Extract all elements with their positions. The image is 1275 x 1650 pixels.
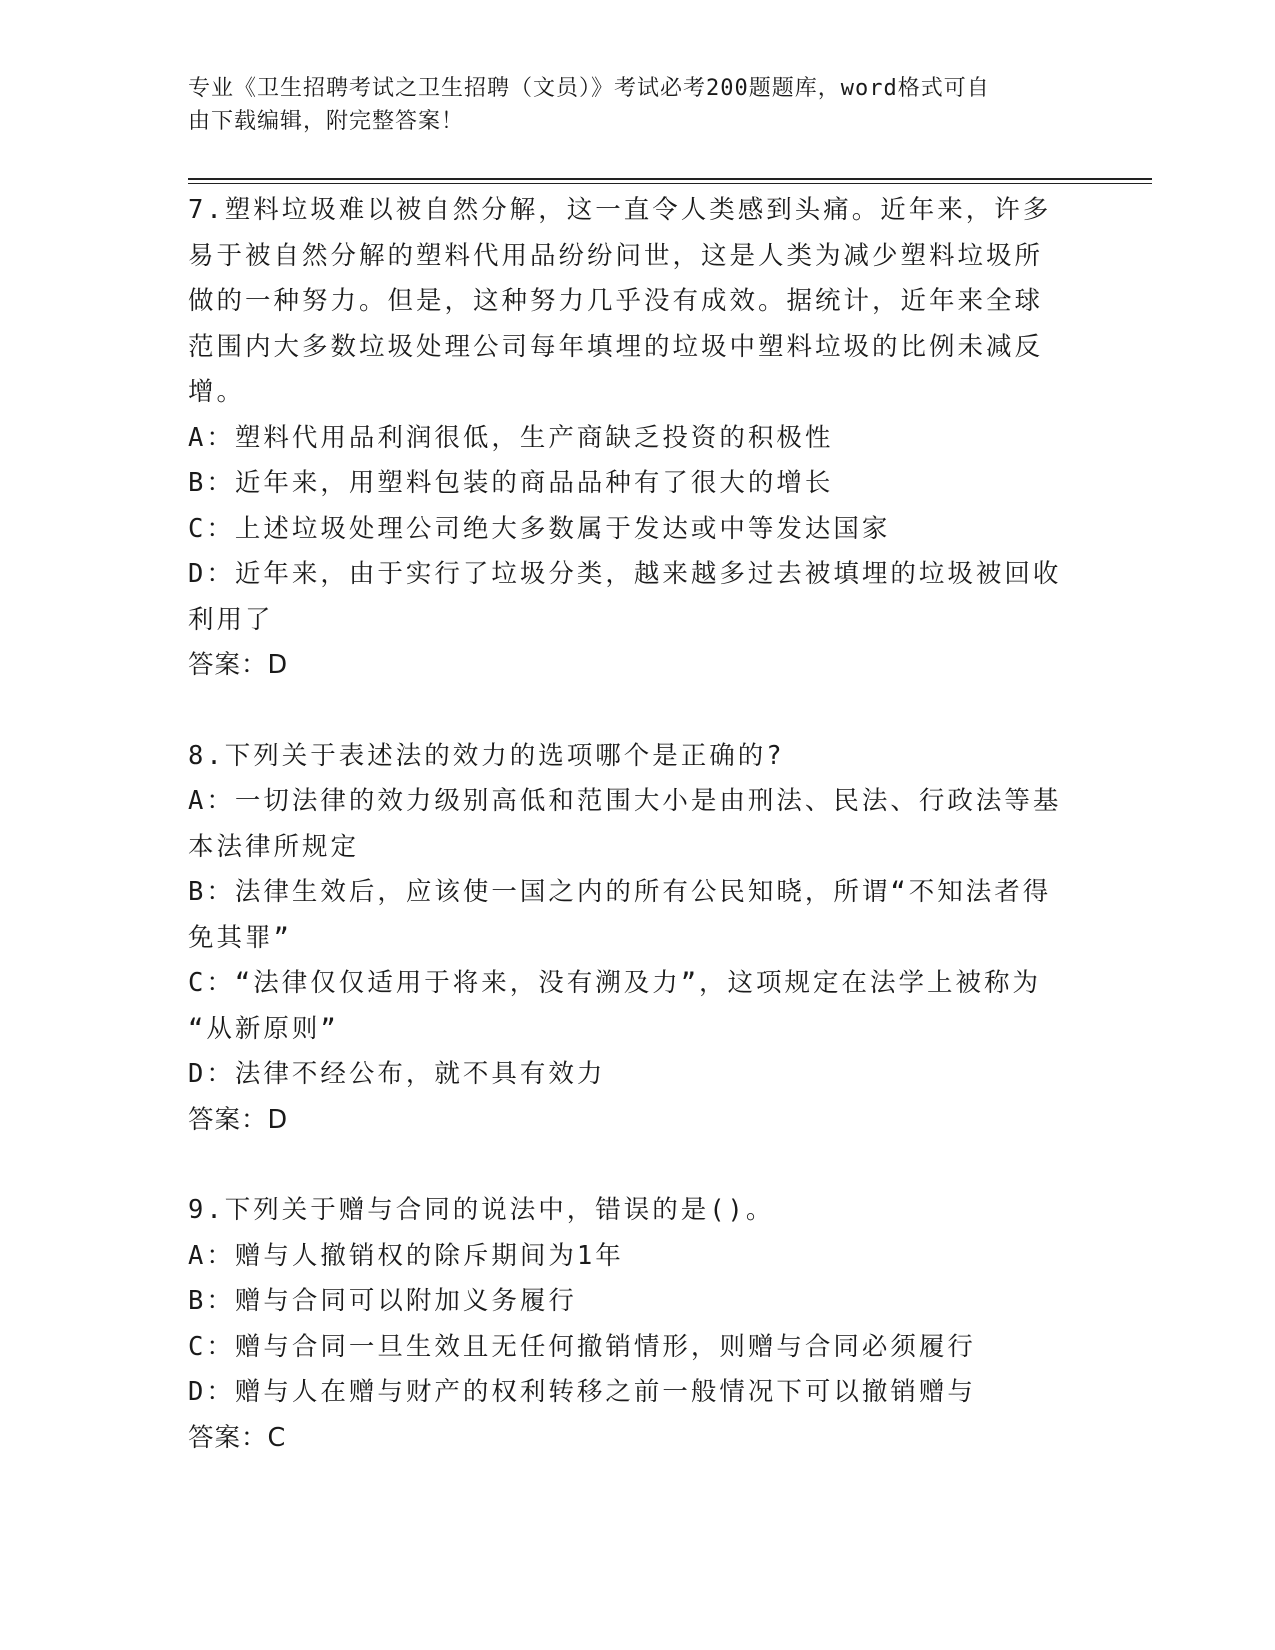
header-line-1: 专业《卫生招聘考试之卫生招聘（文员）》考试必考200题题库，word格式可自 xyxy=(188,76,990,101)
question-stem-line: 7.塑料垃圾难以被自然分解，这一直令人类感到头痛。近年来，许多 xyxy=(188,195,1052,225)
answer-option xyxy=(188,1052,1088,1098)
answer-option-line: 免其罪” xyxy=(188,922,292,953)
answer-option-line: A：塑料代用品利润很低，生产商缺乏投资的积极性 xyxy=(188,422,834,453)
answer-option xyxy=(188,552,1088,643)
answer-option xyxy=(188,779,1088,870)
answer-key: 答案：D xyxy=(188,1104,289,1135)
question-stem-line: 8.下列关于表述法的效力的选项哪个是正确的? xyxy=(188,740,785,771)
answer-key: 答案：C xyxy=(188,1422,287,1453)
answer-option xyxy=(188,416,1088,462)
answer-option-line: A：一切法律的效力级别高低和范围大小是由刑法、民法、行政法等基 xyxy=(188,786,1062,816)
answer-option xyxy=(188,507,1088,553)
question-stem-line: 易于被自然分解的塑料代用品纷纷问世，这是人类为减少塑料垃圾所 xyxy=(188,240,1044,271)
answer-option xyxy=(188,1234,1088,1280)
answer-option xyxy=(188,870,1088,961)
answer-option-line: D：赠与人在赠与财产的权利转移之前一般情况下可以撤销赠与 xyxy=(188,1377,976,1407)
header-divider-thick xyxy=(188,178,1152,180)
answer-option-line: C：上述垃圾处理公司绝大多数属于发达或中等发达国家 xyxy=(188,513,891,544)
question-stem-line: 增。 xyxy=(188,377,246,407)
answer-option-line: C：赠与合同一旦生效且无任何撤销情形，则赠与合同必须履行 xyxy=(188,1331,976,1362)
answer-option xyxy=(188,461,1088,507)
answer-option-line: “从新原则” xyxy=(188,1013,339,1044)
answer-option xyxy=(188,1325,1088,1371)
answer-option-line: C：“法律仅仅适用于将来，没有溯及力”，这项规定在法学上被称为 xyxy=(188,968,1042,998)
question-stem-line: 9.下列关于赠与合同的说法中，错误的是()。 xyxy=(188,1195,775,1225)
answer-option-line: D：近年来，由于实行了垃圾分类，越来越多过去被填埋的垃圾被回收 xyxy=(188,559,1062,589)
document-header xyxy=(188,72,1068,138)
answer-option-line: 本法律所规定 xyxy=(188,831,360,862)
question-item xyxy=(188,734,1088,1144)
answer-option xyxy=(188,1279,1088,1325)
answer-option-line: B：赠与合同可以附加义务履行 xyxy=(188,1286,577,1316)
question-stem-line: 做的一种努力。但是，这种努力几乎没有成效。据统计，近年来全球 xyxy=(188,286,1044,316)
answer-option-line: B：近年来，用塑料包装的商品品种有了很大的增长 xyxy=(188,468,834,498)
question-list xyxy=(188,188,1088,1461)
question-item xyxy=(188,1188,1088,1461)
answer-option-line: A：赠与人撤销权的除斥期间为1年 xyxy=(188,1240,624,1271)
header-divider-thin xyxy=(188,183,1152,184)
answer-option-line: D：法律不经公布，就不具有效力 xyxy=(188,1059,606,1089)
answer-option xyxy=(188,1370,1088,1416)
answer-option xyxy=(188,961,1088,1052)
answer-option-line: B：法律生效后，应该使一国之内的所有公民知晓，所谓“不知法者得 xyxy=(188,877,1052,907)
answer-key: 答案：D xyxy=(188,650,289,680)
question-stem-line: 范围内大多数垃圾处理公司每年填埋的垃圾中塑料垃圾的比例未减反 xyxy=(188,331,1044,362)
answer-option-line: 利用了 xyxy=(188,604,274,635)
question-item xyxy=(188,188,1088,689)
header-line-2: 由下载编辑，附完整答案！ xyxy=(188,109,465,134)
